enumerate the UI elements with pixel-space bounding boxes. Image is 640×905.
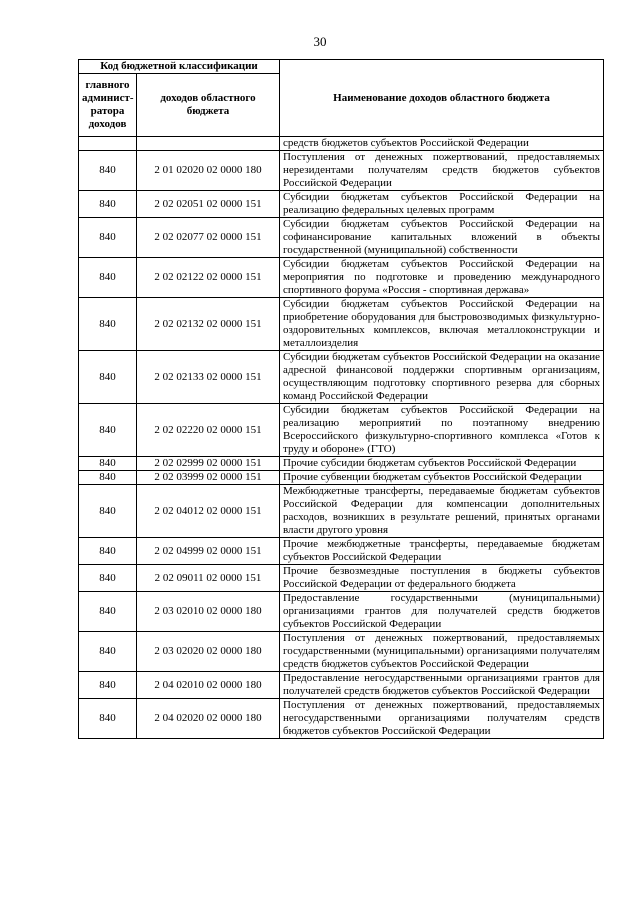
admin-cell-empty [79,137,137,151]
table-row [79,485,604,538]
budget-code-cell: 2 02 02133 02 0000 151 [137,351,280,404]
table-row-continuation [79,137,604,151]
admin-code-cell: 840 [79,699,137,739]
table-row [79,298,604,351]
budget-code-cell: 2 04 02020 02 0000 180 [137,699,280,739]
table-row [79,672,604,699]
budget-code-cell: 2 02 02077 02 0000 151 [137,218,280,258]
table-row [79,565,604,592]
table-row [79,538,604,565]
admin-code-cell: 840 [79,218,137,258]
budget-code-cell: 2 02 02999 02 0000 151 [137,457,280,471]
budget-code-cell: 2 02 04012 02 0000 151 [137,485,280,538]
code-cell-empty [137,137,280,151]
income-name-cell: Прочие безвозмездные поступления в бюджеты субъектов Российской Федерации от федерального бюджета [280,565,604,592]
income-name-cell: Субсидии бюджетам субъектов Российской Федерации на мероприятия по подготовке и проведению международного спортивного форума «Россия - спортивная держава» [280,258,604,298]
admin-code-cell: 840 [79,298,137,351]
admin-code-cell: 840 [79,404,137,457]
admin-code-cell: 840 [79,351,137,404]
table-body [79,137,604,739]
header-admin-column: главного админист-ратора доходов [79,74,137,137]
admin-code-cell: 840 [79,151,137,191]
admin-code-cell: 840 [79,471,137,485]
header-name-column: Наименование доходов областного бюджета [280,60,604,137]
income-name-cell: Поступления от денежных пожертвований, предоставляемых нерезидентами получателям средств бюджетов субъектов Российской Федерации [280,151,604,191]
income-name-cell: Поступления от денежных пожертвований, предоставляемых негосударственными организациями получателям средств бюджетов субъектов Российской Федерации [280,699,604,739]
income-name-cell: Субсидии бюджетам субъектов Российской Федерации на реализацию федеральных целевых программ [280,191,604,218]
income-name-cell: Субсидии бюджетам субъектов Российской Федерации на софинансирование капитальных вложений в объекты государственной (муниципальной) собственности [280,218,604,258]
table-row [79,258,604,298]
income-name-cell: Прочие субвенции бюджетам субъектов Российской Федерации [280,471,604,485]
page-number: 30 [313,34,327,49]
income-name-cell: Субсидии бюджетам субъектов Российской Федерации на приобретение оборудования для быстровозводимых физкультурно-оздоровительных комплексов, включая металлоконструкции и металлоизделия [280,298,604,351]
admin-code-cell: 840 [79,485,137,538]
budget-code-cell: 2 03 02010 02 0000 180 [137,592,280,632]
budget-code-cell: 2 03 02020 02 0000 180 [137,632,280,672]
budget-code-cell: 2 02 02132 02 0000 151 [137,298,280,351]
budget-code-cell: 2 02 02220 02 0000 151 [137,404,280,457]
income-name-cell: Прочие межбюджетные трансферты, передаваемые бюджетам субъектов Российской Федерации [280,538,604,565]
header-code-group: Код бюджетной классификации [79,60,280,74]
admin-code-cell: 840 [79,457,137,471]
admin-code-cell: 840 [79,538,137,565]
admin-code-cell: 840 [79,191,137,218]
budget-code-cell: 2 02 04999 02 0000 151 [137,538,280,565]
income-name-cell: Предоставление государственными (муниципальными) организациями грантов для получателей средств бюджетов субъектов Российской Федерации [280,592,604,632]
admin-code-cell: 840 [79,258,137,298]
admin-code-cell: 840 [79,672,137,699]
budget-code-cell: 2 02 03999 02 0000 151 [137,471,280,485]
table-row [79,699,604,739]
table-row [79,457,604,471]
continuation-text: средств бюджетов субъектов Российской Федерации [280,137,604,151]
budget-code-cell: 2 01 02020 02 0000 180 [137,151,280,191]
budget-code-cell: 2 04 02010 02 0000 180 [137,672,280,699]
income-name-cell: Предоставление негосударственными организациями грантов для получателей средств бюджетов субъектов Российской Федерации [280,672,604,699]
table-row [79,351,604,404]
admin-code-cell: 840 [79,565,137,592]
header-income-column: доходов областного бюджета [137,74,280,137]
table-row [79,151,604,191]
income-name-cell: Межбюджетные трансферты, передаваемые бюджетам субъектов Российской Федерации для компенсации дополнительных расходов, возникших в результате решений, принятых органами власти другого уровня [280,485,604,538]
income-name-cell: Прочие субсидии бюджетам субъектов Российской Федерации [280,457,604,471]
income-name-cell: Субсидии бюджетам субъектов Российской Федерации на реализацию мероприятий по поэтапному внедрению Всероссийского физкультурно-спортивного комплекса «Готов к труду и обороне» (ГТО) [280,404,604,457]
table-row [79,218,604,258]
budget-code-cell: 2 02 02122 02 0000 151 [137,258,280,298]
table-row [79,404,604,457]
table-row [79,632,604,672]
income-name-cell: Субсидии бюджетам субъектов Российской Федерации на оказание адресной финансовой поддержки спортивным организациям, осуществляющим подготовку спортивного резерва для сборных команд Российской Федерации [280,351,604,404]
table-row [79,191,604,218]
budget-code-cell: 2 02 09011 02 0000 151 [137,565,280,592]
income-name-cell: Поступления от денежных пожертвований, предоставляемых государственными (муниципальными) организациями получателям средств бюджетов субъектов Российской Федерации [280,632,604,672]
table-row [79,471,604,485]
table-row [79,592,604,632]
budget-classification-table [78,59,604,739]
budget-code-cell: 2 02 02051 02 0000 151 [137,191,280,218]
admin-code-cell: 840 [79,592,137,632]
admin-code-cell: 840 [79,632,137,672]
